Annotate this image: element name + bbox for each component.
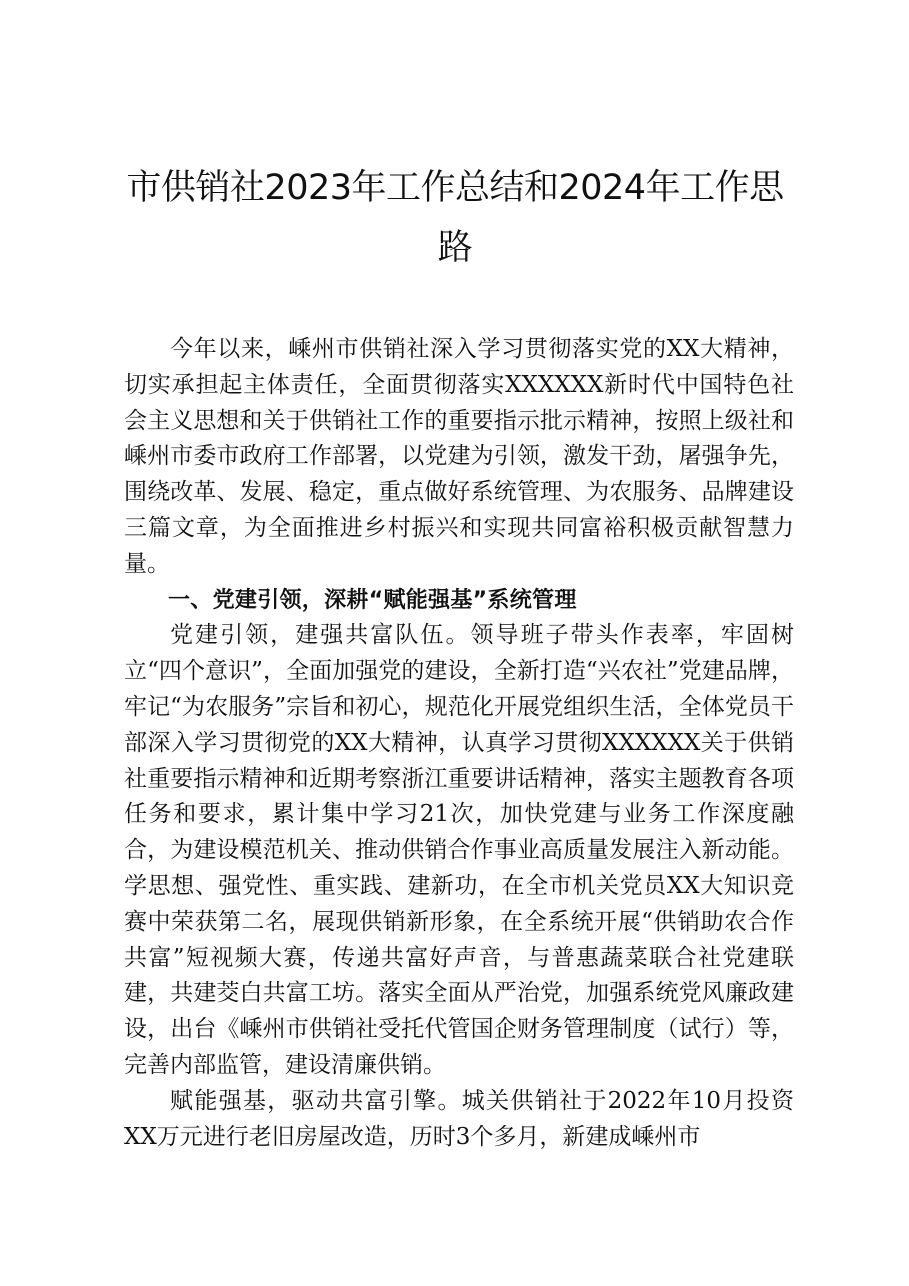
document-title: 市供销社2023年工作总结和2024年工作思路 bbox=[126, 168, 784, 268]
body-paragraph: 党建引领，建强共富队伍。领导班子带头作表率，牢固树立“四个意识”，全面加强党的建设，全新打造“兴农社”党建品牌，牢记“为农服务”宗旨和初心，规范化开展党组织生活，全体党员干部深入学习贯彻党的XX大精神，认真学习贯彻XXXXXX关于供销社重要指示精神和近期考察浙江重要讲话精神，落实主题教育各项任务和要求，累计集中学习21次，加快党建与业务工作深度融合，为建设模范机关、推动供销合作事业高质量发展注入新动能。学思想、强党性、重实践、建新功，在全市机关党员XX大知识竞赛中荣获第二名，展现供销新形象，在全系统开展“供销助农合作共富”短视频大赛，传递共富好声音，与普惠蔬菜联合社党建联建，共建茭白共富工坊。落实全面从严治党，加强系统党风廉政建设，出台《嵊州市供销社受托代管国企财务管理制度（试行）等，完善内部监管，建设清廉供销。 bbox=[124, 622, 794, 1078]
document-body bbox=[124, 332, 794, 1155]
body-paragraph: 赋能强基，驱动共富引擎。城关供销社于2022年10月投资XX万元进行老旧房屋改造，历时3个多月，新建成嵊州市 bbox=[124, 1087, 794, 1150]
intro-paragraph: 今年以来，嵊州市供销社深入学习贯彻落实党的XX大精神，切实承担起主体责任，全面贯彻落实XXXXXX新时代中国特色社会主义思想和关于供销社工作的重要指示批示精神，按照上级社和嵊州市委市政府工作部署，以党建为引领，激发干劲，屠强争先，围绕改革、发展、稳定，重点做好系统管理、为农服务、品牌建设三篇文章，为全面推进乡村振兴和实现共同富裕积极贡献智慧力量。 bbox=[124, 336, 794, 577]
section-heading: 一、党建引领，深耕“赋能强基”系统管理 bbox=[168, 587, 577, 613]
